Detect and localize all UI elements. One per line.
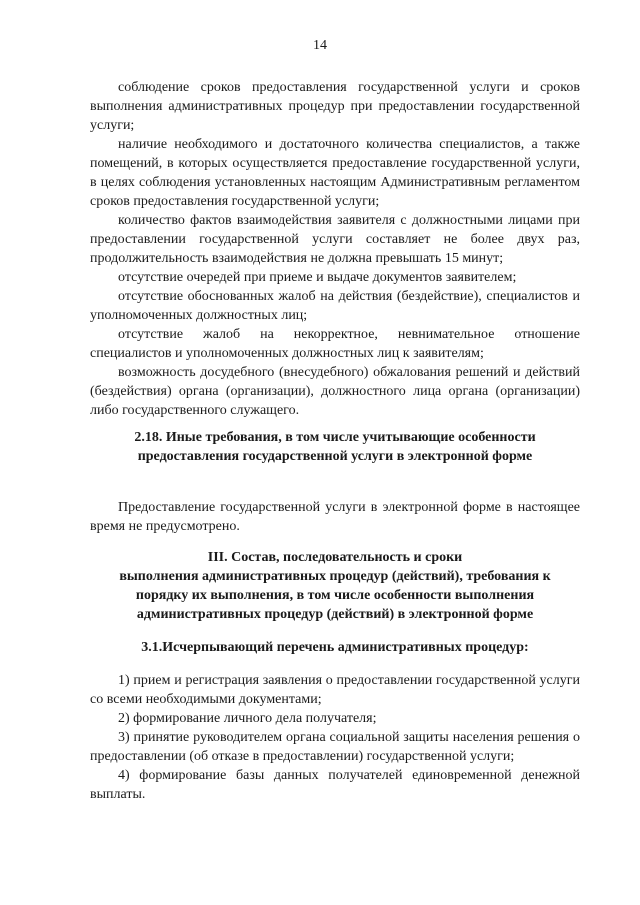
procedure-item: 2) формирование личного дела получателя;: [118, 711, 377, 726]
procedures-list: [90, 671, 580, 804]
page-number: 14: [313, 38, 327, 53]
body-paragraph: Предоставление государственной услуги в электронной форме в настоящее время не предусмотрено.: [90, 500, 580, 534]
procedure-item: 1) прием и регистрация заявления о предоставлении государственной услуги со всеми необходимыми документами;: [90, 673, 580, 707]
section-heading-2-18: [90, 428, 580, 466]
heading-line: предоставления государственной услуги в электронной форме: [137, 449, 533, 464]
heading-line: порядку их выполнения, в том числе особенности выполнения: [135, 588, 535, 603]
criterion-paragraph: отсутствие очередей при приеме и выдаче документов заявителем;: [118, 270, 517, 285]
procedure-item: 3) принятие руководителем органа социальной защиты населения решения о предоставлении (об отказе в предоставлении) государственной услуги;: [90, 730, 580, 764]
heading-line: административных процедур (действий) в электронной форме: [136, 607, 534, 622]
procedure-item: 4) формирование базы данных получателей единовременной денежной выплаты.: [90, 768, 580, 802]
quality-criteria-block: [90, 78, 580, 420]
criterion-paragraph: наличие необходимого и достаточного количества специалистов, а также помещений, в которых осуществляется предоставление государственной услуги, в целях соблюдения установленных настоящим Административным регламентом сроков предоставления государственной услуги;: [90, 137, 580, 209]
criterion-paragraph: возможность досудебного (внесудебного) обжалования решений и действий (бездействия) органа (организации), должностного лица органа (организации) либо государственного служащего.: [90, 365, 580, 418]
section-heading-III: [90, 548, 580, 624]
criterion-paragraph: отсутствие обоснованных жалоб на действия (бездействие), специалистов и уполномоченных должностных лиц;: [90, 289, 580, 323]
criterion-paragraph: количество фактов взаимодействия заявителя с должностными лицами при предоставлении государственной услуги составляет не более двух раз, продолжительность взаимодействия не должна превышать 15 минут;: [90, 213, 580, 266]
section-2-18-body: [90, 498, 580, 536]
section-heading-3-1: 3.1.Исчерпывающий перечень административных процедур:: [141, 640, 529, 655]
heading-line: 2.18. Иные требования, в том числе учитывающие особенности: [134, 430, 536, 445]
criterion-paragraph: соблюдение сроков предоставления государственной услуги и сроков выполнения административных процедур при предоставлении государственной услуги;: [90, 80, 580, 133]
heading-line: выполнения административных процедур (действий), требования к: [119, 569, 551, 584]
criterion-paragraph: отсутствие жалоб на некорректное, невнимательное отношение специалистов и уполномоченных должностных лиц к заявителям;: [90, 327, 580, 361]
heading-line: III. Состав, последовательность и сроки: [207, 550, 463, 565]
